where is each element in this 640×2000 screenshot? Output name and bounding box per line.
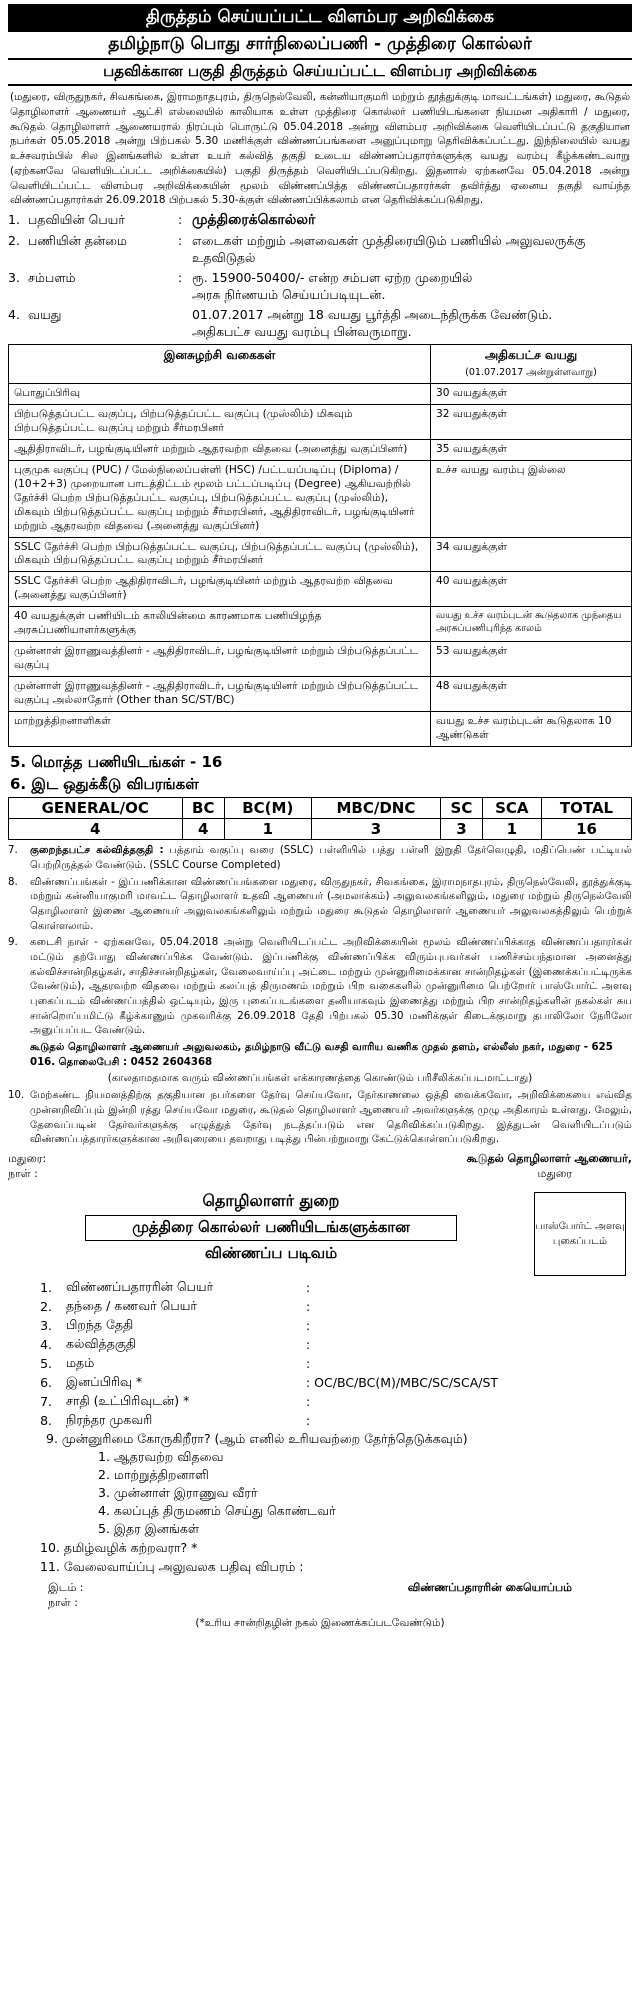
form-q11: 11. வேலைவாய்ப்பு அலுவலக பதிவு விபரம் : [40,1558,304,1574]
form-value: : [306,1279,311,1295]
form-label: தந்தை / கணவர் பெயர் [66,1297,197,1313]
note-late [8,1072,632,1087]
detail-value: முத்திரைக்கொல்லர் [192,212,316,229]
table-row [9,607,632,642]
detail-value-2: அதிகபட்ச வயது வரம்பு பின்வருமாறு. [192,324,412,340]
res-head: GENERAL/OC [9,798,183,819]
age-table-header [9,345,632,384]
note-text: (காலதாமதமாக வரும் விண்ணப்பங்கள் எக்காரணத்தை கொண்டும் பரிசீலிக்கப்படமாட்டாது) [107,1073,533,1085]
detail-age [8,307,632,341]
age-value: உச்ச வயது வரம்பு இல்லை [431,460,632,537]
form-value: : OC/BC/BC(M)/MBC/SC/SCA/ST [306,1374,499,1390]
table-row [9,642,632,677]
age-head-category: இனசுழற்சி வகைகள் [9,345,431,384]
detail-value: 01.07.2017 அன்று 18 வயது பூர்த்தி அடைந்திருக்க வேண்டும். [192,307,553,323]
form-row: 5. மதம் : [8,1354,632,1373]
form-place: இடம் : [48,1580,84,1594]
notice-banner: திருத்தம் செய்யப்பட்ட விளம்பர அறிவிக்கை [8,4,632,32]
form-q9: 9. முன்னுரிமை கோருகிறீரா? (ஆம் எனில் உரியவற்றை தேர்ந்தெடுக்கவும்) [46,1430,468,1446]
reservation-table [8,797,632,840]
signature-block [8,1152,632,1182]
age-value: வயது உச்ச வரம்புடன் கூடுதலாக 10 ஆண்டுகள் [431,712,632,747]
notes-section [8,844,632,1148]
detail-post-name: 1. பதவியின் பெயர் : முத்திரைக்கொல்லர் [8,212,632,230]
note-text: விண்ணப்பங்கள் - இப்பணிக்கான விண்ணப்பங்களை மதுரை, விருதுநகர், சிவகங்கை, இராமநாதபுரம், திருநெல்வேலி, தூத்துக்குடி மற்றும் கன்னியாகுமரி மாவட்ட தொழிலாளர் உதவி ஆணையர் (அமலாக்கம்) அலுவலகங்களிலும், மதுரை மற்றும் திருநெல்வேலி தொழிலாளர் இணை ஆணையர் அலுவலகங்களிலும் மற்றும் மதுரை கூடுதல் தொழிலாளர் ஆணையர் அலுவலகத்திலும் பெற்றுக் கொள்ளலாம். [30,876,632,932]
age-value: 35 வயதுக்குள் [431,439,632,460]
detail-label: சம்பளம் [28,270,76,286]
form-q9-option: 2. மாற்றுத்திறனாளி [98,1467,209,1483]
office-address: கூடுதல் தொழிலாளர் ஆணையர் அலுவலகம், தமிழ்நாடு வீட்டு வசதி வாரிய வணிக முதல் தளம், எல்லீஸ் நகர், மதுரை - 625 016. தொலைபேசி : 0452 2604368 [30,1042,613,1068]
sign-place: மதுரை: [8,1151,47,1165]
detail-num: 2. [8,233,20,249]
table-row [9,572,632,607]
form-label: இனப்பிரிவு * [66,1373,143,1389]
detail-num: 1. [8,212,20,228]
detail-salary: 3. சம்பளம் : ரூ. 15900-50400/- என்ற சம்பள ஏற்ற முறையில் அரசு நிர்ணயம் செய்யப்படியுடன். [8,270,473,303]
detail-label: பணியின் தன்மை [28,233,127,249]
form-q9-option: 5. இதர இனங்கள் [98,1521,200,1537]
age-value: 48 வயதுக்குள் [431,677,632,712]
form-row: 3. பிறந்த தேதி : [8,1316,632,1335]
note-authority: 10. மேற்கண்ட நியமனத்திற்கு தகுதியான நபர்களை தேர்வு செய்யவோ, நேர்காணலை ஒத்தி வைக்கவோ, அறிவிக்கையை எவ்வித முன்னறிவிப்பும் இன்றி ரத்து செய்யவோ மதுரை, கூடுதல் தொழிலாளர் ஆணையர் அவர்களுக்கு முழு அதிகாரம் உள்ளது. மேலும், தேவைப்படின் தேர்வர்களுக்கு எழுத்துத் தேர்வு நடத்தப்படும் என தெரிவிக்கப்படுகிறது. இத்துடன் வெளியிடப்படும் விண்ணப்பத்தாரர்களுக்கான அறிவுரையை தவறாது படித்து பின்பற்றுமாறு கேட்டுக்கொள்ளப்படுகிறது. [8,1089,632,1148]
res-value: 3 [311,819,441,840]
res-head: TOTAL [542,798,632,819]
form-row: 4. கல்வித்தகுதி : [8,1335,632,1354]
note-qualification: 7. குறைந்தபட்ச கல்வித்தகுதி : பத்தாம் வகுப்பு வரை (SSLC) பள்ளியில் பத்து பள்ளி இறுதி தேர்வெழுதி, மதிப்பெண் பட்டியல் பெற்றிருத்தல் வேண்டும். (SSLC Course Completed) [8,845,632,871]
note-label: குறைந்தபட்ச கல்வித்தகுதி : [30,845,164,857]
note-text: கடைசி நாள் - ஏற்கனவே, 05.04.2018 அன்று வெளியிடப்பட்ட அறிவிக்கையின் மூலம் விண்ணப்பிக்காத விண்ணப்பதாரர்கள் மட்டும் தற்போது விண்ணப்பிக்க வேண்டும். இப்பணிக்கு விண்ணப்பிக்க விரும்புபவர்கள் பணிச்சம்பந்தமான அனைத்து கல்விச்சான்றிதழ்கள், சாதிச்சான்றிதழ்கள், வேலைவாய்ப்பு அட்டை மற்றும் முன்னுரிமைக்கான சான்றிதழ்கள் (இணைக்கப்பட்டிருக்க வேண்டும்), ஆதரவற்ற விதவை மற்றும் கலப்புத் திருமணம் மற்றும் பிற வகைகளில் முன்னுரிமை பெற்றோர் பாஸ்போர்ட் அளவு புகைப்படம் விண்ணப்பத்தில் ஒட்டியும், இரு புகைப்படங்களை தனியாகவும் இணைத்து மற்றும் பிற சான்றிதழ்களின் நகல்கள் சுய சான்றொப்பமிட்டு கீழ்க்காணும் முகவரிக்கு 26.09.2018 தேதி பிற்பகல் 05.30 மணிக்குள் கிடைக்குமாறு தபாலிலோ நேரிலோ அனுப்பப்பட வேண்டும். [30,937,632,1037]
detail-num: 4. [8,307,20,323]
form-label: கல்வித்தகுதி [66,1335,137,1351]
form-post-title: முத்திரை கொல்லர் பணியிடங்களுக்கான [85,1215,457,1241]
age-limit-table [8,344,632,747]
detail-value-2: அரசு நிர்ணயம் செய்யப்படியுடன். [192,287,386,303]
detail-value: ரூ. 15900-50400/- என்ற சம்பள ஏற்ற முறையில் [192,270,473,286]
res-head: BC [182,798,224,819]
age-head-sub: (01.07.2017 அன்றுள்ளவாறு) [465,366,597,378]
form-dept-title: தொழிலாளர் துறை [202,1190,340,1210]
age-category: SSLC தேர்ச்சி பெற்ற ஆதிதிராவிடர், பழங்குடியினர் மற்றும் ஆதரவற்ற விதவை (அனைத்து வகுப்பினர்) [9,572,431,607]
age-category: பிற்படுத்தப்பட்ட வகுப்பு, பிற்படுத்தப்பட்ட வகுப்பு (முஸ்லிம்) மிகவும் பிற்படுத்தப்பட்ட வகுப்பு மற்றும் சீர்மரபினர் [9,404,431,439]
res-head: MBC/DNC [311,798,441,819]
age-category: 40 வயதுக்குள் பணியிடம் காலியின்மை காரணமாக பணியிழந்த அரசுப்பணியாளர்களுக்கு [9,607,431,642]
note-text: மேற்கண்ட நியமனத்திற்கு தகுதியான நபர்களை தேர்வு செய்யவோ, நேர்காணலை ஒத்தி வைக்கவோ, அறிவிக்கையை எவ்வித முன்னறிவிப்பும் இன்றி ரத்து செய்யவோ மதுரை, கூடுதல் தொழிலாளர் ஆணையர் அவர்களுக்கு முழு அதிகாரம் உள்ளது. மேலும், தேவைப்படின் தேர்வர்களுக்கு எழுத்துத் தேர்வு நடத்தப்படும் என தெரிவிக்கப்படுகிறது. இத்துடன் வெளியிடப்படும் விண்ணப்பத்தாரர்களுக்கான அறிவுரையை தவறாது படித்து பின்பற்றுமாறு கேட்டுக்கொள்ளப்படுகிறது. [30,1090,632,1146]
age-category: மாற்றுத்திறனாளிகள் [9,712,431,747]
form-value: : [306,1336,311,1352]
sign-date: நாள் : [8,1166,38,1180]
application-form [8,1278,632,1577]
intro-paragraph: (மதுரை, விருதுநகர், சிவகங்கை, இராமநாதபுரம், திருநெல்வேலி, கன்னியாகுமரி மற்றும் தூத்துக்குடி மாவட்டங்கள்) மதுரை, கூடுதல் தொழிலாளர் ஆணையர் ஆட்சி எல்லையில் காலியாக உள்ள முத்திரை கொல்லர் பணியிடங்களை நியமன அதிகாரி / மதுரை, கூடுதல் தொழிலாளர் ஆணையரால் நிரப்பும் பொருட்டு 05.04.2018 அன்று விளம்பர அறிவிக்கை வெளியிடப்பட்டு தகுதியான நபர்கள் 05.05.2018 அன்று பிற்பகல் 5.30 மணிக்குள் விண்ணப்பங்களை அனுப்புமாறு தெரிவிக்கப்பட்டது. இந்நிலையில் வயது உச்சவரம்பில் சில இனங்களில் உள்ள உயர் கல்வித் தகுதி உடைய விண்ணப்பதாரர்களுக்கு வயது வரம்பு கீழ்க்கண்டவாறு (ஏற்கனவே வெளியிடப்பட்ட அறிக்கையில்) பகுதி திருத்தம் வெளியிடப்படுகிறது. இதனால் ஏற்கனவே 05.04.2018 அன்று வெளியிடப்பட்ட விளம்பர அறிவிக்கையின் மூலம் விண்ணப்பித்த விண்ணப்பதாரர்கள் தவிர்த்து ஏனைய தகுதி வாய்ந்த விண்ணப்பதாரர்கள் 26.09.2018 பிற்பகல் 5.30-க்குள் விண்ணப்பிக்கலாம் என தெரிவிக்கப்படுகிறது. [10,91,630,207]
age-category: SSLC தேர்ச்சி பெற்ற பிற்படுத்தப்பட்ட வகுப்பு, பிற்படுத்தப்பட்ட வகுப்பு (முஸ்லிம்), மிகவும் பிற்படுத்தப்பட்ட வகுப்பு மற்றும் சீர்மரபினர் [9,537,431,572]
age-value: வயது உச்ச வரம்புடன் கூடுதலாக முந்தைய அரசுப்பணிபுரிந்த காலம் [431,607,632,642]
table-row [9,537,632,572]
form-footer [8,1581,632,1611]
total-posts-heading: 5. மொத்த பணியிடங்கள் - 16 [10,753,223,772]
res-value: 16 [542,819,632,840]
form-label: பிறந்த தேதி [66,1316,134,1332]
form-value: : [306,1393,311,1409]
res-value: 3 [441,819,482,840]
detail-label: பதவியின் பெயர் [28,212,125,228]
detail-job-nature: 2. பணியின் தன்மை : எடைகள் மற்றும் அளவைகள் முத்திரையிடும் பணியில் அலுவலருக்கு உதவிடுதல் [8,233,632,267]
form-title: விண்ணப்ப படிவம் [204,1243,338,1262]
form-row: 8. நிரந்தர முகவரி : [8,1411,632,1430]
form-value: : [306,1355,311,1371]
detail-label: வயது [28,307,62,323]
form-row: 2. தந்தை / கணவர் பெயர் : [8,1297,632,1316]
res-head: SC [441,798,482,819]
form-value: : [306,1317,311,1333]
form-row: 7. சாதி (உட்பிரிவுடன்) * : [8,1392,632,1411]
table-row [9,460,632,537]
reservation-heading: 6. இட ஒதுக்கீடு விபரங்கள் [10,775,199,794]
photo-box: பாஸ்போர்ட் அளவு புகைப்படம் [534,1192,626,1276]
age-value: 53 வயதுக்குள் [431,642,632,677]
res-head: SCA [482,798,541,819]
note-last-date: 9. கடைசி நாள் - ஏற்கனவே, 05.04.2018 அன்று வெளியிடப்பட்ட அறிவிக்கையின் மூலம் விண்ணப்பிக்காத விண்ணப்பதாரர்கள் மட்டும் தற்போது விண்ணப்பிக்க வேண்டும். இப்பணிக்கு விண்ணப்பிக்க விரும்புபவர்கள் பணிச்சம்பந்தமான அனைத்து கல்விச்சான்றிதழ்கள், சாதிச்சான்றிதழ்கள், வேலைவாய்ப்பு அட்டை மற்றும் முன்னுரிமைக்கான சான்றிதழ்கள் (இணைக்கப்பட்டிருக்க வேண்டும்), ஆதரவற்ற விதவை மற்றும் கலப்புத் திருமணம் மற்றும் பிற வகைகளில் முன்னுரிமை பெற்றோர் பாஸ்போர்ட் அளவு புகைப்படம் விண்ணப்பத்தில் ஒட்டியும், இரு புகைப்படங்களை தனியாகவும் இணைத்து மற்றும் பிற சான்றிதழ்களின் நகல்கள் சுய சான்றொப்பமிட்டு கீழ்க்காணும் முகவரிக்கு 26.09.2018 தேதி பிற்பகல் 05.30 மணிக்குள் கிடைக்குமாறு தபாலிலோ நேரிலோ அனுப்பப்பட வேண்டும். [8,936,632,1039]
age-head-max: அதிகபட்ச வயது (01.07.2017 அன்றுள்ளவாறு) [431,345,632,384]
age-value: 34 வயதுக்குள் [431,537,632,572]
age-category: முன்னாள் இராணுவத்தினர் - ஆதிதிராவிடர், பழங்குடியினர் மற்றும் பிற்படுத்தப்பட்ட வகுப்பு அல்லாதோர் (Other than SC/ST/BC) [9,677,431,712]
reservation-header-row [9,798,632,819]
sign-officer: கூடுதல் தொழிலாளர் ஆணையர், [466,1151,632,1165]
table-row [9,439,632,460]
form-label: சாதி (உட்பிரிவுடன்) * [66,1392,190,1408]
application-form-header [8,1188,632,1276]
note-text: பத்தாம் வகுப்பு வரை (SSLC) பள்ளியில் பத்து பள்ளி இறுதி தேர்வெழுதி, மதிப்பெண் பட்டியல் பெற்றிருத்தல் வேண்டும். (SSLC Course Completed) [30,845,632,871]
res-head: BC(M) [224,798,311,819]
detail-num: 3. [8,270,20,286]
res-value: 4 [182,819,224,840]
form-row: 6. இனப்பிரிவு * : OC/BC/BC(M)/MBC/SC/SCA/ST [8,1373,632,1392]
age-category: புகுமுக வகுப்பு (PUC) / மேல்நிலைப்பள்ளி (HSC) /பட்டயப்படிப்பு (Diploma) / (10+2+3) முறையான பாடத்திட்டம் மூலம் பட்டப்படிப்பு (Degree) ஆகியவற்றில் தேர்ச்சி பெற்ற பிற்படுத்தப்பட்ட வகுப்பு, பிற்படுத்தப்பட்ட வகுப்பு (முஸ்லிம்), மிகவும் பிற்படுத்தப்பட்ட வகுப்பு மற்றும் சீர்மரபினர், ஆதிதிராவிடர், பழங்குடியினர் மற்றும் ஆதரவற்ற விதவை (அனைத்து வகுப்பினர்) [9,460,431,537]
form-value: : [306,1412,311,1428]
form-q9-option: 3. முன்னாள் இராணுவ வீரர் [98,1485,258,1501]
res-value: 1 [224,819,311,840]
notice-subtitle: பதவிக்கான பகுதி திருத்தம் செய்யப்பட்ட விளம்பர அறிவிக்கை [8,60,632,86]
form-value: : [306,1298,311,1314]
age-value: 40 வயதுக்குள் [431,572,632,607]
age-value: 30 வயதுக்குள் [431,383,632,404]
res-value: 1 [482,819,541,840]
form-label: விண்ணப்பதாரரின் பெயர் [66,1278,214,1294]
age-category: முன்னாள் இராணுவத்தினர் - ஆதிதிராவிடர், பழங்குடியினர் மற்றும் பிற்படுத்தப்பட்ட வகுப்பு [9,642,431,677]
form-date: நாள் : [48,1595,78,1609]
form-signature: விண்ணப்பதாரரின் கையொப்பம் [407,1580,572,1594]
age-category: பொதுப்பிரிவு [9,383,431,404]
form-label: நிரந்தர முகவரி [66,1411,153,1427]
age-value: 32 வயதுக்குள் [431,404,632,439]
form-q9-option: 1. ஆதரவற்ற விதவை [98,1449,224,1465]
form-q10: 10. தமிழ்வழிக் கற்றவரா? * [40,1539,198,1555]
notice-title: தமிழ்நாடு பொது சார்நிலைப்பணி - முத்திரை கொல்லர் [8,32,632,60]
post-details [8,212,632,341]
form-label: மதம் [66,1354,95,1370]
reservation-value-row [9,819,632,840]
table-row [9,677,632,712]
table-row [9,712,632,747]
age-category: ஆதிதிராவிடர், பழங்குடியினர் மற்றும் ஆதரவற்ற விதவை (அனைத்து வகுப்பினர்) [9,439,431,460]
note-applications: 8. விண்ணப்பங்கள் - இப்பணிக்கான விண்ணப்பங்களை மதுரை, விருதுநகர், சிவகங்கை, இராமநாதபுரம், திருநெல்வேலி, தூத்துக்குடி மற்றும் கன்னியாகுமரி மாவட்ட தொழிலாளர் உதவி ஆணையர் (அமலாக்கம்) அலுவலகங்களிலும், மதுரை மற்றும் திருநெல்வேலி தொழிலாளர் இணை ஆணையர் அலுவலகங்களிலும் மற்றும் மதுரை கூடுதல் தொழிலாளர் ஆணையர் அலுவலகத்திலும் பெற்றுக் கொள்ளலாம். [8,876,632,935]
form-footnote: (*உரிய சான்றிதழின் நகல் இணைக்கப்படவேண்டும்) [195,1616,445,1629]
res-value: 4 [9,819,183,840]
table-row [9,404,632,439]
table-row [9,383,632,404]
form-q9-option: 4. கலப்புத் திருமணம் செய்து கொண்டவர் [98,1503,336,1519]
sign-officer-place: மதுரை [537,1166,572,1180]
form-row: 1. விண்ணப்பதாரரின் பெயர் : [8,1278,632,1297]
detail-value: எடைகள் மற்றும் அளவைகள் முத்திரையிடும் பணியில் அலுவலருக்கு உதவிடுதல் [192,233,586,266]
